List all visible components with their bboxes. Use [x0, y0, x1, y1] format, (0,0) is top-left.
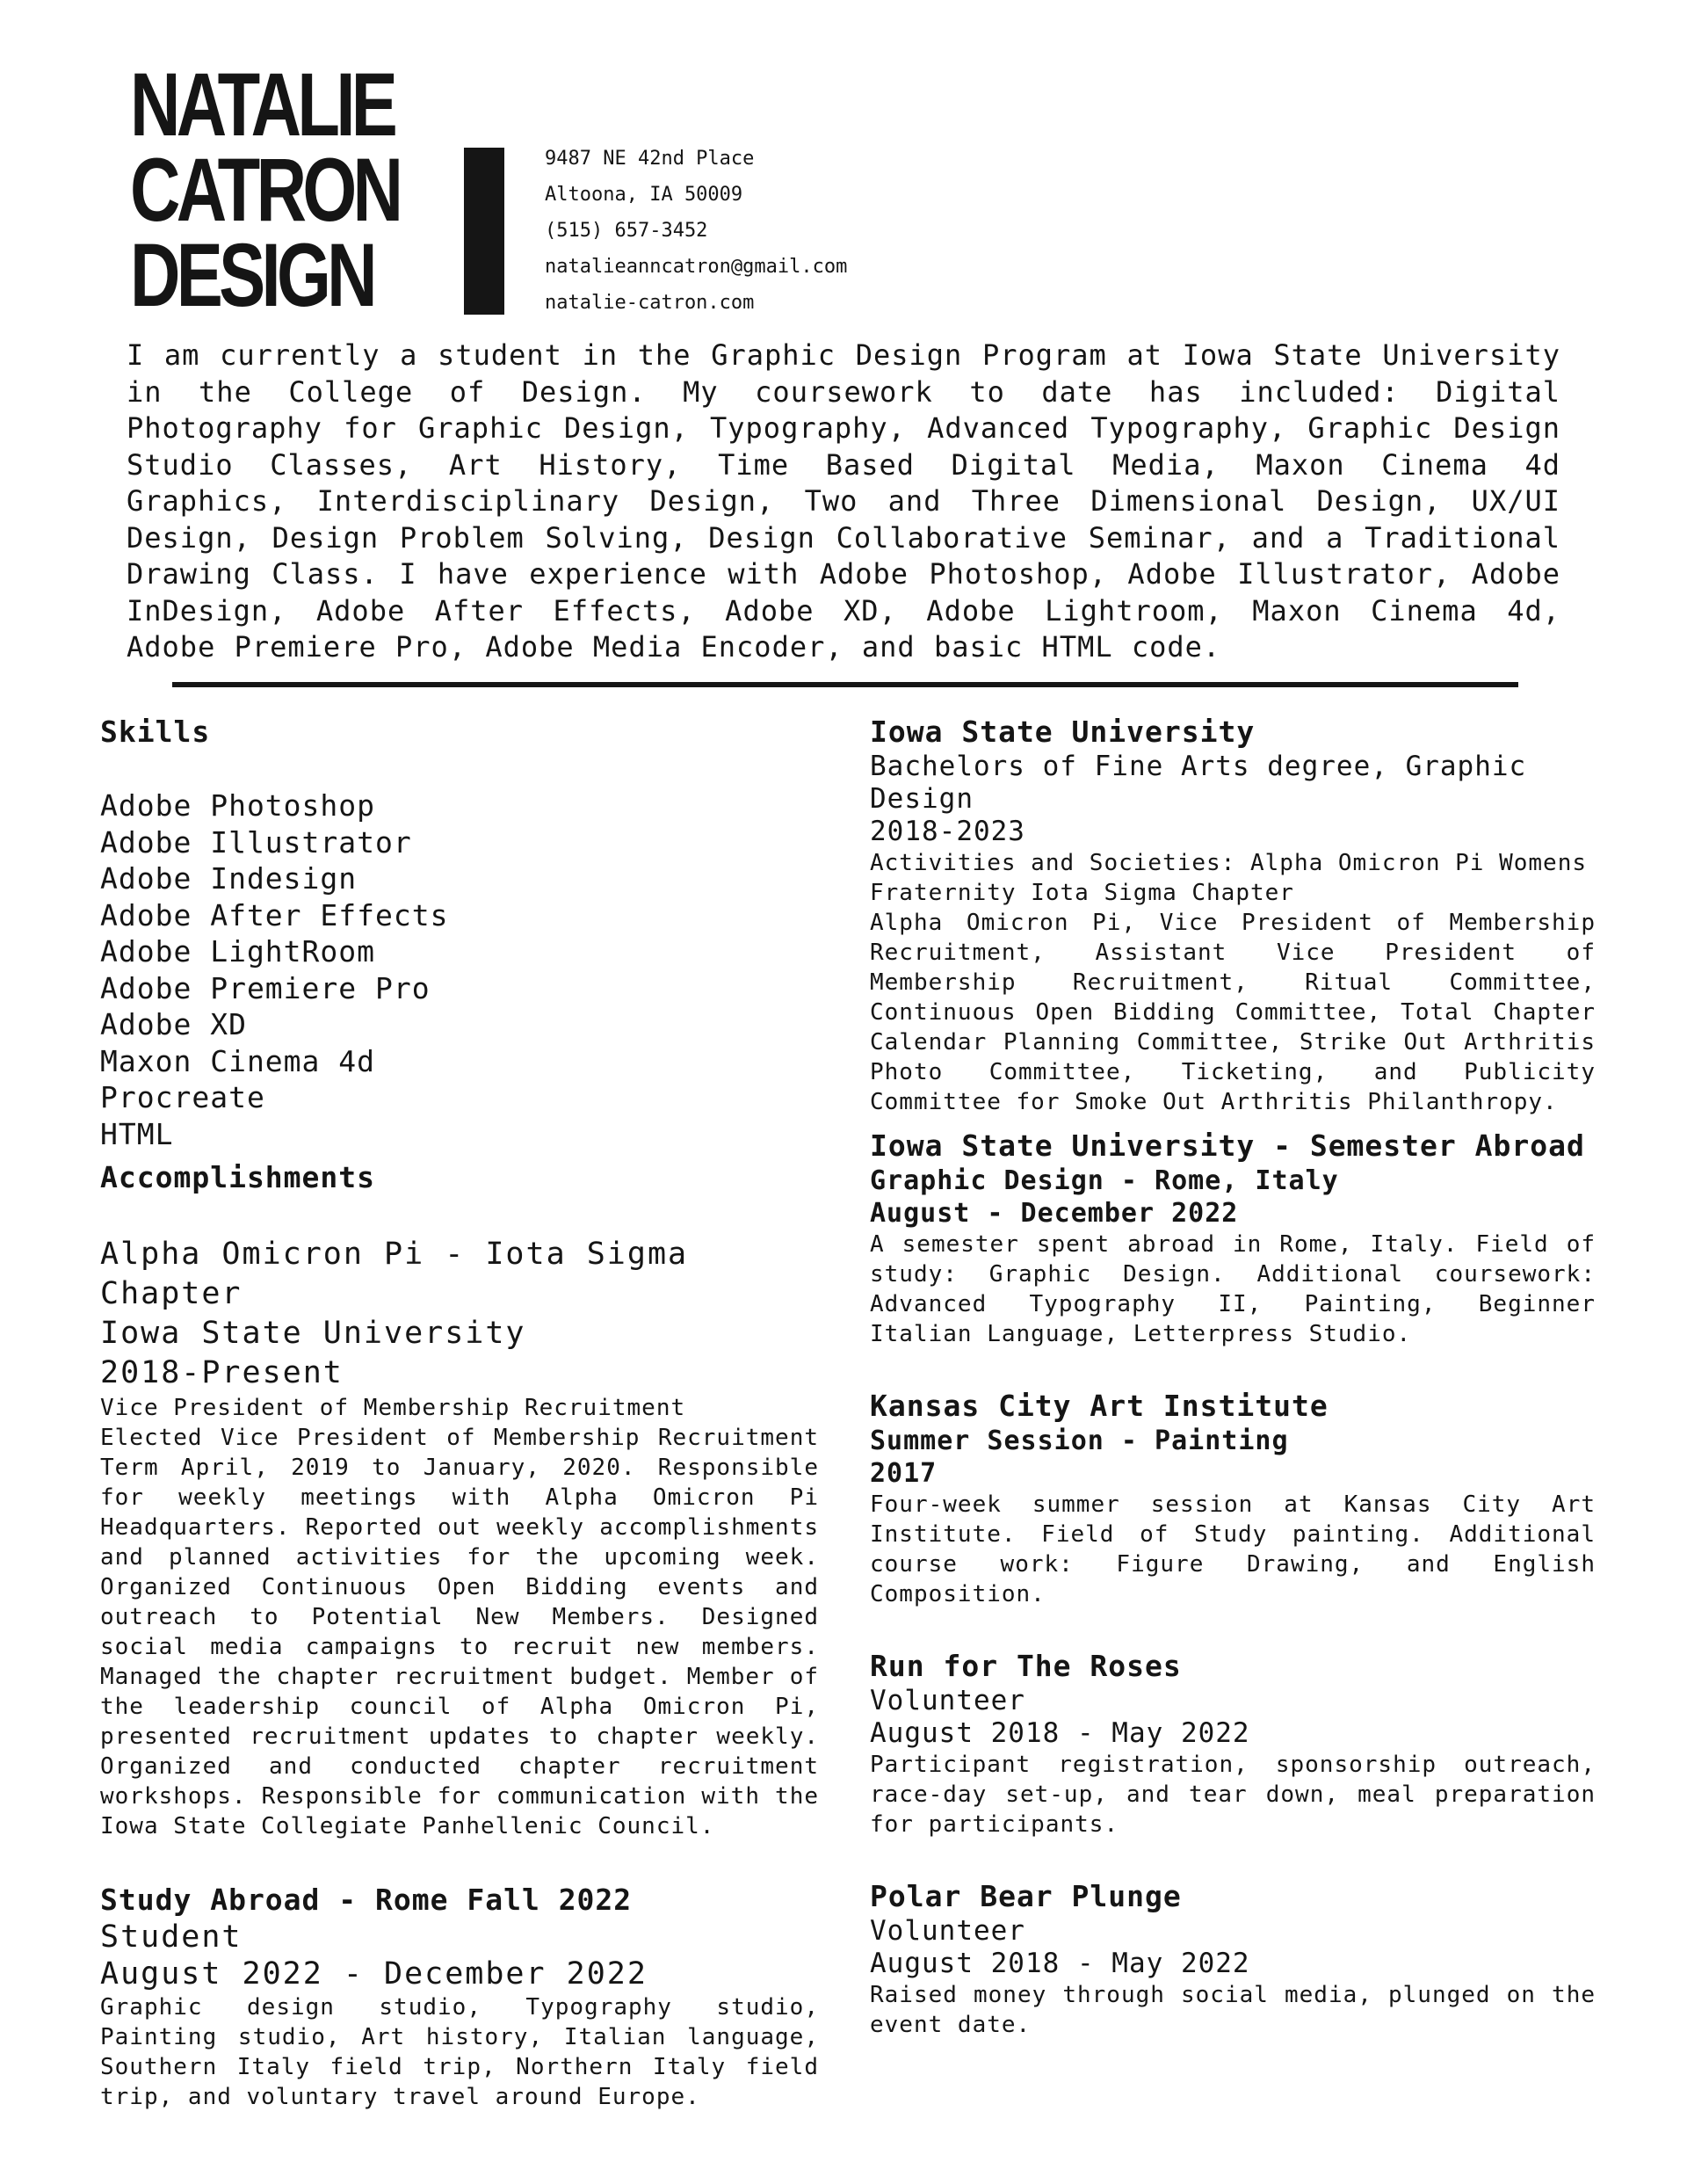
address-line-2: Altoona, IA 50009 [545, 184, 743, 206]
entry-title: Iowa State University [870, 715, 1256, 749]
entry-dates: August 2018 - May 2022 [870, 1948, 1250, 1979]
entry-title: Kansas City Art Institute [870, 1389, 1329, 1423]
logo-line-natalie: NATALIE [130, 54, 395, 155]
skill-item: HTML [100, 1116, 174, 1151]
study-abroad-dates: August 2022 - December 2022 [100, 1956, 648, 1992]
entry-description: Participant registration, sponsorship outreach, race-day set-up, and tear down, meal preparation for participants. [870, 1752, 1596, 1838]
accomplishments-heading: Accomplishments [100, 1160, 376, 1194]
phone: (515) 657-3452 [545, 220, 708, 242]
skills-list [100, 787, 819, 1152]
entry-subtitle: Graphic Design - Rome, Italy [870, 1165, 1339, 1196]
intro-paragraph: I am currently a student in the Graphic Design Program at Iowa State University in the College of Design. My coursework to date has included: Digital Photography for Graphic Design, Typography, Advanced Typography, Graphic Design Studio Classes, Art History, Time Based Digital Media, Maxon Cinema 4d Graphics, Interdisciplinary Design, Two and Three Dimensional Design, UX/UI Design, Design Problem Solving, Design Collaborative Seminar, and a Traditional Drawing Class. I have experience with Adobe Photoshop, Adobe Illustrator, Adobe InDesign, Adobe After Effects, Adobe XD, Adobe Lightroom, Maxon Cinema 4d, Adobe Premiere Pro, Adobe Media Encoder, and basic HTML code. [127, 338, 1560, 664]
entry-dates: 2018-2023 [870, 816, 1025, 847]
entry-description: Four-week summer session at Kansas City Art Institute. Field of Study painting. Additional course work: Figure Drawing, and English Composition. [870, 1491, 1596, 1607]
education-entry [870, 714, 1596, 1117]
logo [130, 54, 499, 325]
entry-title: Run for The Roses [870, 1649, 1182, 1683]
volunteer-entry [870, 1878, 1596, 2040]
entry-title: Iowa State University - Semester Abroad [870, 1128, 1585, 1163]
entry-subtitle: Summer Session - Painting [870, 1426, 1289, 1456]
website-link[interactable]: natalie-catron.com [545, 292, 755, 314]
entry-subtitle: Volunteer [870, 1915, 1025, 1947]
aopi-title: Alpha Omicron Pi - Iota Sigma Chapter [100, 1237, 689, 1311]
aopi-org: Iowa State University [100, 1316, 526, 1351]
logo-line-design: DESIGN [130, 225, 373, 325]
aopi-description: Elected Vice President of Membership Recruitment Term April, 2019 to January, 2020. Responsible for weekly meetings with Alpha Omicron Pi Headquarters. Reported out weekly accomplishments and planned activities for the upcoming week. Organized Continuous Open Bidding events and outreach to Potential New Members. Designed social media campaigns to recruit new members. Managed the chapter recruitment budget. Member of the leadership council of Alpha Omicron Pi, presented recruitment updates to chapter weekly. Organized and conducted chapter recruitment workshops. Responsible for communication with the Iowa State Collegiate Panhellenic Council. [100, 1425, 819, 1839]
skill-item: Adobe Illustrator [100, 824, 412, 860]
contact-block [545, 141, 847, 321]
entry-subtitle: Bachelors of Fine Arts degree, Graphic Design [870, 751, 1527, 815]
skill-item: Adobe Premiere Pro [100, 970, 431, 1005]
left-column [100, 714, 819, 2112]
entry-title: Polar Bear Plunge [870, 1879, 1182, 1913]
entry-description: A semester spent abroad in Rome, Italy. Field of study: Graphic Design. Additional coursework: Advanced Typography II, Painting, Beginner Italian Language, Letterpress Studio. [870, 1231, 1596, 1347]
skill-item: Adobe Photoshop [100, 788, 376, 823]
entry-activities: Activities and Societies: Alpha Omicron Pi Womens Fraternity Iota Sigma Chapter [870, 850, 1588, 906]
logo-line-catron: CATRON [130, 140, 400, 240]
entry-dates: August 2018 - May 2022 [870, 1717, 1250, 1749]
skill-item: Adobe After Effects [100, 897, 449, 932]
aopi-role: Vice President of Membership Recruitment [100, 1395, 686, 1421]
skill-item: Adobe LightRoom [100, 934, 376, 969]
skill-item: Adobe XD [100, 1007, 247, 1041]
skill-item: Procreate [100, 1080, 265, 1114]
skill-item: Maxon Cinema 4d [100, 1043, 376, 1078]
aopi-entry [100, 1235, 819, 1841]
skill-item: Adobe Indesign [100, 861, 358, 896]
education-entry [870, 1128, 1596, 1349]
study-abroad-entry [100, 1882, 819, 2112]
education-entry [870, 1388, 1596, 1609]
entry-subtitle: Volunteer [870, 1685, 1025, 1716]
aopi-dates: 2018-Present [100, 1355, 344, 1390]
entry-dates: August - December 2022 [870, 1198, 1239, 1229]
study-abroad-role: Student [100, 1919, 243, 1955]
skills-heading: Skills [100, 715, 211, 749]
volunteer-entry [870, 1648, 1596, 1839]
study-abroad-title: Study Abroad - Rome Fall 2022 [100, 1883, 633, 1917]
divider-rule [172, 682, 1518, 687]
email-link[interactable]: natalieanncatron@gmail.com [545, 256, 848, 278]
entry-dates: 2017 [870, 1458, 938, 1489]
address-line-1: 9487 NE 42nd Place [545, 148, 755, 170]
right-column [870, 714, 1596, 2040]
study-abroad-description: Graphic design studio, Typography studio, Painting studio, Art history, Italian language, Southern Italy field trip, Northern Italy field trip, and voluntary travel around Europe. [100, 1994, 819, 2110]
entry-description: Alpha Omicron Pi, Vice President of Membership Recruitment, Assistant Vice President of Membership Recruitment, Ritual Committee, Continuous Open Bidding Committee, Total Chapter Calendar Planning Committee, Strike Out Arthritis Photo Committee, Ticketing, and Publicity Committee for Smoke Out Arthritis Philanthropy. [870, 910, 1596, 1115]
entry-description: Raised money through social media, plunged on the event date. [870, 1982, 1596, 2038]
logo-bar [464, 148, 504, 315]
